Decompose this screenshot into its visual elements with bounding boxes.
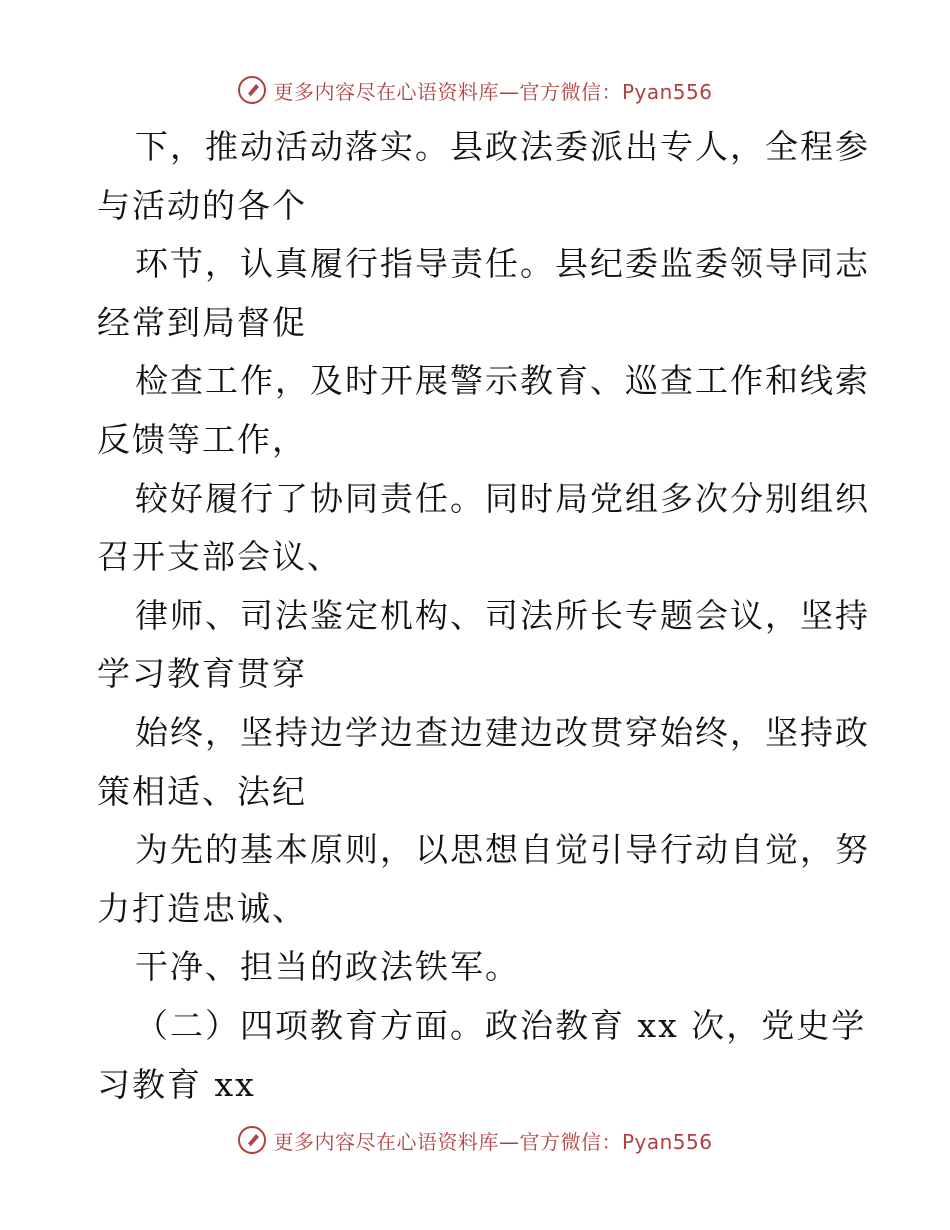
text-line: 经常到局督促 <box>97 302 307 342</box>
text-line: 检查工作，及时开展警示教育、巡查工作和线索 <box>135 361 870 401</box>
footer-watermark <box>0 1120 950 1160</box>
text-line: 干净、担当的政法铁军。 <box>135 947 520 987</box>
document-body <box>97 118 870 1114</box>
text-line: 力打造忠诚、 <box>97 888 307 928</box>
text-line: 召开支部会议、 <box>97 537 342 577</box>
text-line: 与活动的各个 <box>97 185 307 225</box>
text-line: 始终，坚持边学边查边建边改贯穿始终，坚持政 <box>135 712 870 752</box>
text-line: 为先的基本原则，以思想自觉引导行动自觉，努 <box>135 830 870 870</box>
watermark-text: 更多内容尽在心语资料库—官方微信：Pyan556 <box>273 79 713 104</box>
watermark-text: 更多内容尽在心语资料库—官方微信：Pyan556 <box>273 1129 713 1154</box>
text-line: （二）四项教育方面。政治教育 xx 次，党史学 <box>135 1005 867 1045</box>
pen-nib-circle-icon <box>237 75 267 105</box>
text-line: 较好履行了协同责任。同时局党组多次分别组织 <box>135 478 870 518</box>
pen-nib-circle-icon <box>237 1125 267 1155</box>
text-line: 习教育 xx <box>97 1064 256 1104</box>
text-line: 学习教育贯穿 <box>97 654 307 694</box>
text-line: 策相适、法纪 <box>97 771 307 811</box>
text-line: 律师、司法鉴定机构、司法所长专题会议，坚持 <box>135 595 870 635</box>
text-line: 环节，认真履行指导责任。县纪委监委领导同志 <box>135 244 870 284</box>
text-line: 反馈等工作， <box>97 419 307 459</box>
header-watermark <box>0 70 950 110</box>
text-line: 下，推动活动落实。县政法委派出专人，全程参 <box>135 127 870 166</box>
